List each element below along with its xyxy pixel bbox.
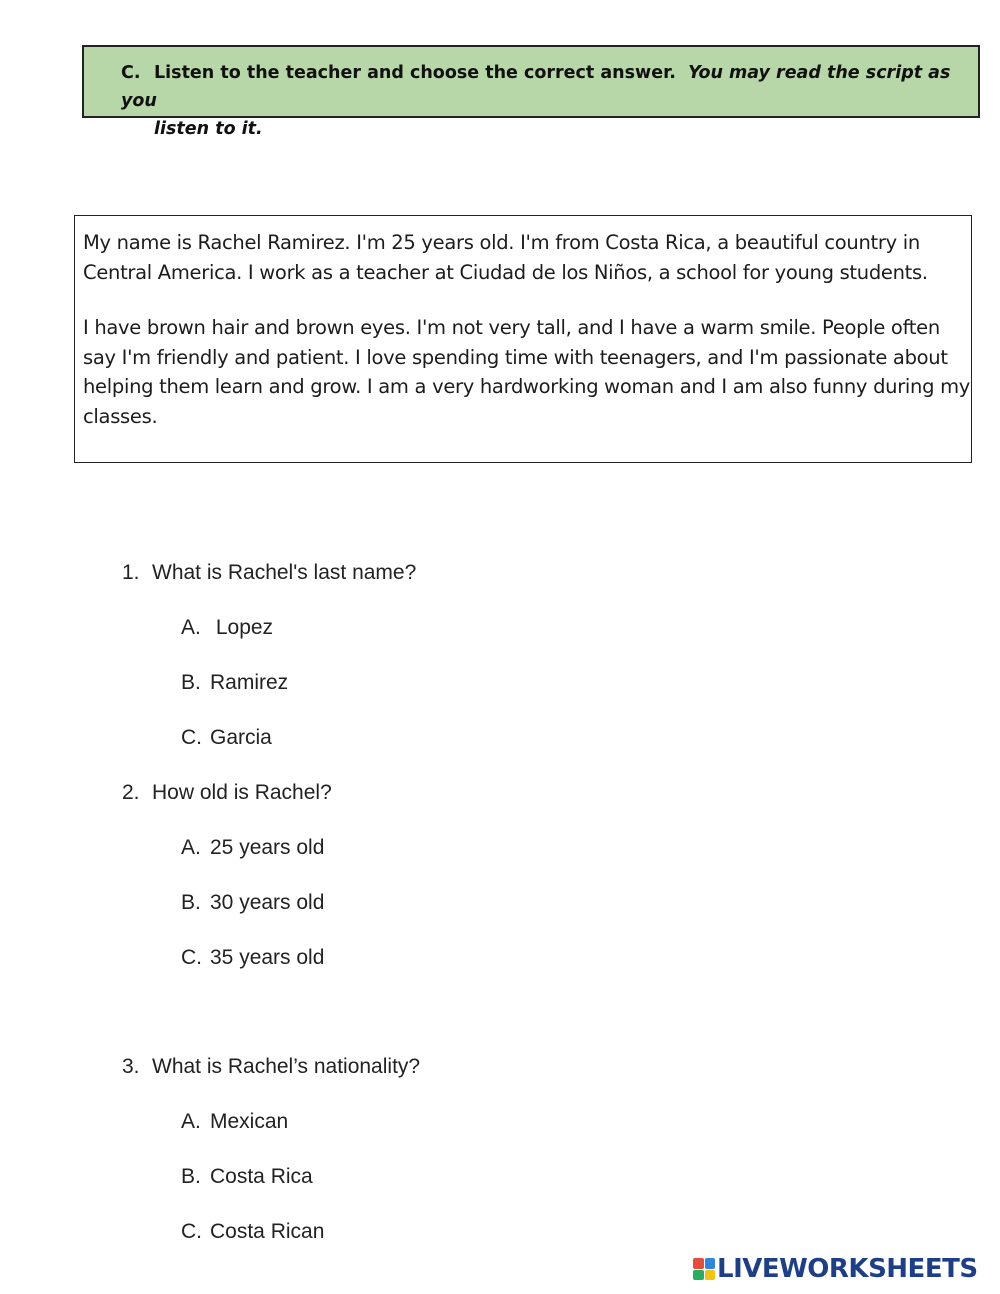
option-text: Costa Rican [210,1220,325,1243]
q1-option-c[interactable] [181,726,272,750]
option-text: Lopez [210,616,274,639]
instruction-line-1 [121,59,958,115]
q3-option-c[interactable] [181,1220,324,1244]
option-text: Costa Rica [210,1165,313,1188]
option-letter: B. [181,671,201,694]
question-1 [122,561,416,585]
question-3 [122,1055,420,1079]
option-text: Mexican [210,1110,289,1133]
liveworksheets-logo [693,1254,978,1284]
logo-text: LIVEWORKSHEETS [717,1254,978,1284]
option-text: 35 years old [210,946,325,969]
question-number: 1. [122,561,140,584]
option-text: Garcia [210,726,272,749]
question-text: What is Rachel’s nationality? [152,1055,421,1078]
q3-option-a[interactable] [181,1110,288,1134]
q3-option-b[interactable] [181,1165,313,1189]
question-text: How old is Rachel? [152,781,332,804]
logo-block [705,1258,716,1269]
option-letter: B. [181,891,201,914]
q2-option-b[interactable] [181,891,324,915]
logo-block [693,1258,704,1269]
option-text: Ramirez [210,671,289,694]
instruction-italic-text-1: You may read the script as you [121,63,951,111]
option-letter: A. [181,836,201,859]
logo-block [693,1270,704,1281]
option-letter: B. [181,1165,201,1188]
instruction-italic-text-2: listen to it. [154,119,263,139]
instruction-banner [82,45,980,139]
q2-option-c[interactable] [181,946,324,970]
option-letter: C. [181,1220,202,1243]
instruction-letter: C. [121,63,141,83]
question-text: What is Rachel's last name? [152,561,417,584]
q1-option-a[interactable] [181,616,273,640]
option-letter: C. [181,726,202,749]
option-letter: C. [181,946,202,969]
option-text: 25 years old [210,836,325,859]
option-letter: A. [181,616,201,639]
option-letter: A. [181,1110,201,1133]
logo-block [705,1270,716,1281]
question-2 [122,781,332,805]
question-number: 2. [122,781,140,804]
option-text: 30 years old [210,891,325,914]
script-paragraph-1: My name is Rachel Ramirez. I'm 25 years old. I'm from Costa Rica, a beautiful country in Central America. I work as a teacher at Ciudad de los Niños, a school for young students. [83,231,928,284]
script-paragraph-2: I have brown hair and brown eyes. I'm not very tall, and I have a warm smile. People often say I'm friendly and patient. I love spending time with teenagers, and I'm passionate about helping them learn and grow. I am a very hardworking woman and I am also funny during my classes. [83,316,971,428]
q1-option-b[interactable] [181,671,288,695]
reading-script-box [74,215,972,463]
liveworksheets-logo-icon [693,1258,715,1280]
q2-option-a[interactable] [181,836,324,860]
question-number: 3. [122,1055,140,1078]
instruction-bold-text: Listen to the teacher and choose the correct answer. [154,63,676,83]
